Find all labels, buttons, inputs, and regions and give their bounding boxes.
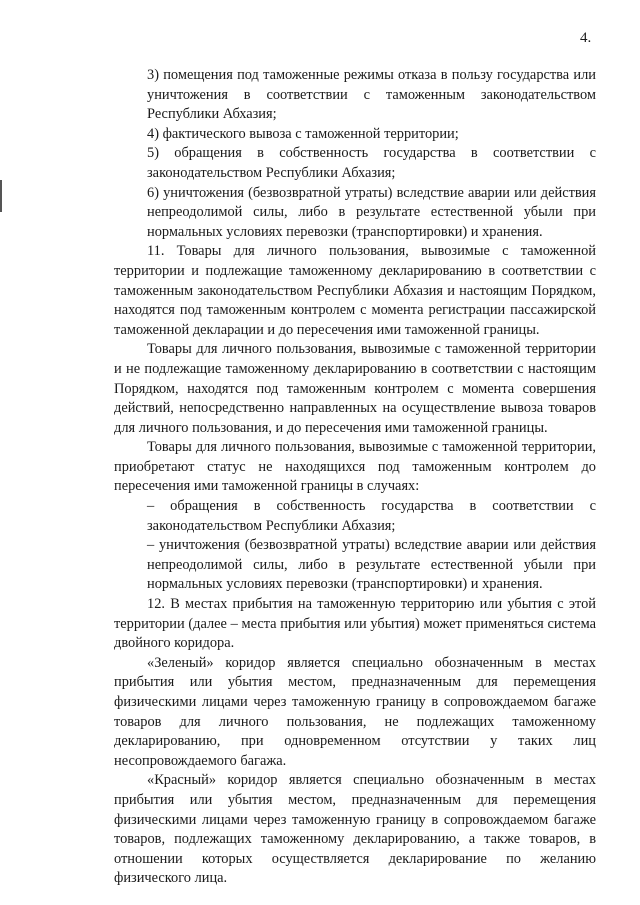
page-number: 4. (580, 30, 592, 46)
document-body (114, 66, 596, 889)
list-item-5: 5) обращения в собственность государства в соответствии с законодательством Республики Абхазия; (147, 145, 596, 181)
dash-item-2: – уничтожения (безвозвратной утраты) вследствие аварии или действия непреодолимой силы, либо в результате естественной убыли при нормальных условиях перевозки (транспортировки) и хранения. (147, 537, 596, 593)
list-item-3: 3) помещения под таможенные режимы отказа в пользу государства или уничтожения в соответствии с таможенным законодательством Республики Абхазия; (147, 67, 596, 123)
paragraph-12: 12. В местах прибытия на таможенную территорию или убытия с этой территории (далее – места прибытия или убытия) может применяться система двойного коридора. (114, 596, 596, 652)
list-item-6: 6) уничтожения (безвозвратной утраты) вследствие аварии или действия непреодолимой силы, либо в результате естественной убыли при нормальных условиях перевозки (транспортировки) и хранения. (147, 184, 596, 240)
paragraph-11-third: Товары для личного пользования, вывозимые с таможенной территории, приобретают статус не находящихся под таможенным контролем до пересечения ими таможенной границы в случаях: (114, 439, 596, 495)
paragraph-12-green: «Зеленый» коридор является специально обозначенным в местах прибытия или убытия местом, предназначенным для перемещения физическими лицами через таможенную границу в сопровождаемом багаже товаров для личного пользования, не подлежащих таможенному декларированию, при одновременном отсутствии у таких лиц несопровождаемого багажа. (114, 654, 596, 769)
scan-margin-mark (0, 180, 2, 212)
paragraph-12-red: «Красный» коридор является специально обозначенным в местах прибытия или убытия местом, предназначенным для перемещения физическими лицами через таможенную границу в сопровождаемом багаже товаров, подлежащих таможенному декларированию, а также товаров, в отношении которых осуществляется декларирование по желанию физического лица. (114, 772, 596, 887)
dash-item-1: – обращения в собственность государства в соответствии с законодательством Республики Абхазия; (147, 498, 596, 534)
paragraph-11-second: Товары для личного пользования, вывозимые с таможенной территории и не подлежащие таможенному декларированию в соответствии с настоящим Порядком, находятся под таможенным контролем с момента совершения действий, непосредственно направленных на осуществление вывоза товаров для личного пользования, и до пересечения ими таможенной границы. (114, 341, 596, 436)
list-item-4: 4) фактического вывоза с таможенной территории; (147, 125, 459, 142)
paragraph-11: 11. Товары для личного пользования, вывозимые с таможенной территории и подлежащие таможенному декларированию в соответствии с таможенным законодательством Республики Абхазия и настоящим Порядком, находятся под таможенным контролем с момента регистрации пассажирской таможенной декларации и до пересечения ими таможенной границы. (114, 243, 596, 338)
